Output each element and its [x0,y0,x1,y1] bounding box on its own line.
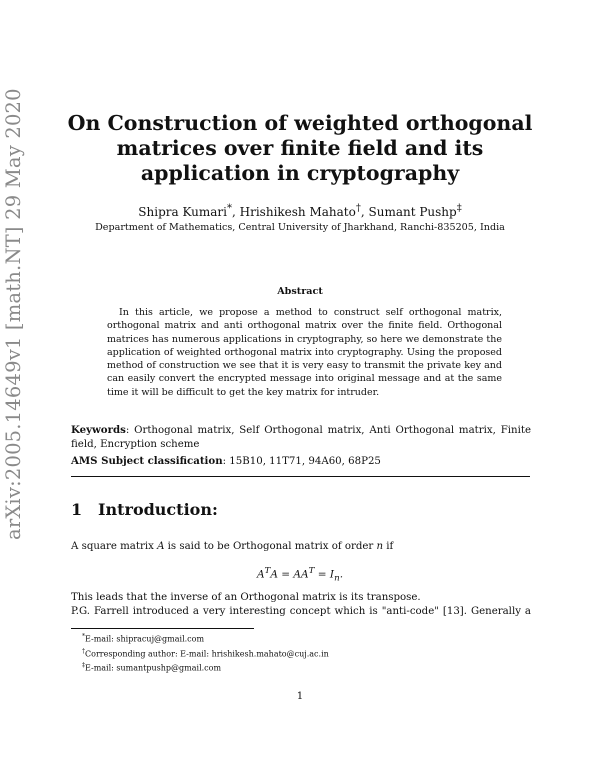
ams-codes: : 15B10, 11T71, 94A60, 68P25 [222,456,381,467]
author-name: Shipra Kumari [138,205,227,219]
author-list: Shipra Kumari*, Hrishikesh Mahato†, Sumant Pushp‡ [138,203,462,219]
section-heading [71,500,218,519]
intro-paragraph: A square matrix A is said to be Orthogonal matrix of order n if [71,541,394,552]
math-variable: n [376,541,384,552]
ams-classification-line [71,455,531,467]
intro-paragraph: P.G. Farrell introduced a very interesting concept which is "anti-code" [13]. Generally a [71,606,531,617]
abstract-heading: Abstract [277,286,323,297]
footnote [82,646,329,661]
footnote [82,660,329,675]
section-number: 1 [71,500,83,519]
keywords-line [71,424,531,451]
author-name: Sumant Pushp [368,205,457,219]
orthogonality-equation: $A^TA = AA^T = I_n$. [256,566,344,584]
footnote-mark: * [82,633,85,640]
ams-label: AMS Subject classification [71,455,223,467]
paper-title: On Construction of weighted orthogonal matrices over finite field and its application in cryptography [67,111,533,185]
section-title: Introduction: [98,500,218,519]
footnotes [82,631,329,675]
author-affiliation: Department of Mathematics, Central University of Jharkhand, Ranchi-835205, India [95,222,505,233]
footnote [82,631,329,646]
footnote-email[interactable]: E-mail: shipracuj@gmail.com [85,634,205,644]
author-name: Hrishikesh Mahato [239,205,356,219]
section-divider [71,476,530,477]
author-footnote-mark[interactable]: ‡ [456,203,462,214]
footnote-email[interactable]: Corresponding author: E-mail: hrishikesh.mahato@cuj.ac.in [85,649,329,659]
math-variable: A [157,541,165,552]
author-footnote-mark[interactable]: * [227,203,232,214]
author-footnote-mark[interactable]: † [355,203,361,214]
intro-paragraph: This leads that the inverse of an Orthogonal matrix is its transpose. [71,592,421,603]
footnote-email[interactable]: E-mail: sumantpushp@gmail.com [85,663,222,673]
keywords-text: : Orthogonal matrix, Self Orthogonal matrix, Anti Orthogonal matrix, Finite field, Encryption scheme [71,425,531,450]
arxiv-identifier-stamp: arXiv:2005.14649v1 [math.NT] 29 May 2020 [2,88,25,540]
page-number: 1 [296,691,304,702]
keywords-label: Keywords [71,424,126,436]
abstract-text: In this article, we propose a method to construct self orthogonal matrix, orthogonal matrix and anti orthogonal matrix over the finite field. Orthogonal matrices has numerous applications in cryptography, so here we demonstrate the application of weighted orthogonal matrix into cryptography. Using the proposed method of construction we see that it is very easy to transmit the private key and can easily convert the encrypted message into original message and at the same time it will be difficult to get the key matrix for intruder. [107,307,502,398]
footnote-mark: † [82,647,85,655]
footnote-divider [71,628,254,629]
footnote-mark: ‡ [82,662,85,670]
